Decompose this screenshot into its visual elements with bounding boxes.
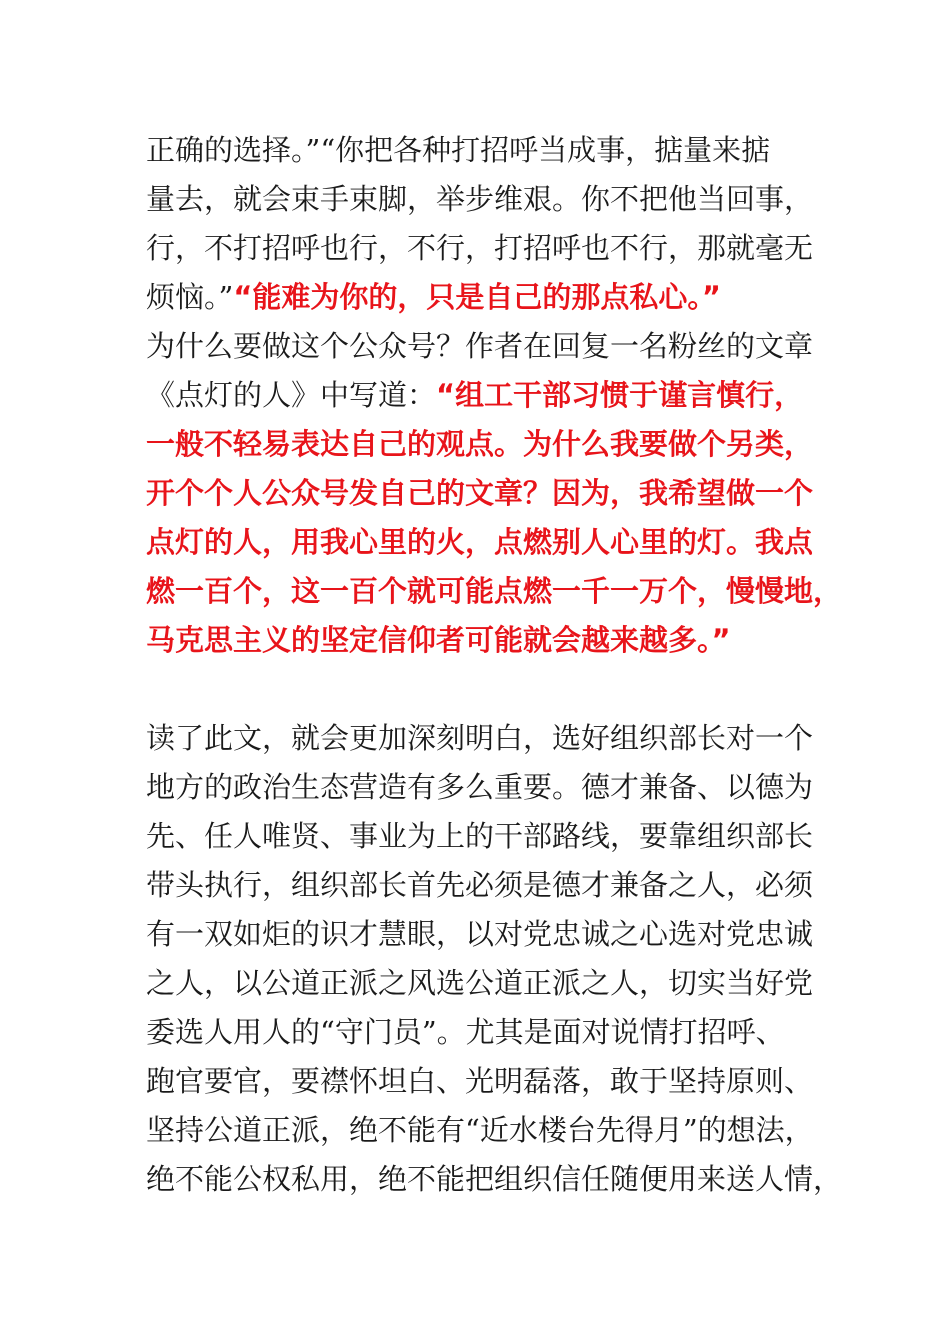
text-line: 委选人用人的“守门员”。尤其是面对说情打招呼、 (146, 1015, 785, 1049)
highlighted-line: 开个个人公众号发自己的文章？因为，我希望做一个 (146, 476, 814, 510)
paragraph-quote (146, 126, 843, 665)
text-line: 绝不能公权私用，绝不能把组织信任随便用来送人情， (146, 1162, 843, 1196)
text-line: 正确的选择。”“你把各种打招呼当成事，掂量来掂 (146, 133, 771, 167)
paragraph-spacer (146, 665, 826, 714)
text-line: 有一双如炬的识才慧眼，以对党忠诚之心选对党忠诚 (146, 917, 814, 951)
text-line: 量去，就会束手束脚，举步维艰。你不把他当回事， (146, 182, 814, 216)
highlighted-line: 一般不轻易表达自己的观点。为什么我要做个另类， (146, 427, 814, 461)
text-line: 带头执行，组织部长首先必须是德才兼备之人，必须 (146, 868, 814, 902)
text-line-mixed (146, 371, 826, 420)
highlighted-line: 点灯的人，用我心里的火，点燃别人心里的灯。我点 (146, 525, 814, 559)
text-line: 坚持公道正派，绝不能有“近水楼台先得月”的想法， (146, 1113, 814, 1147)
highlighted-text: “组工干部习惯于谨言慎行， (436, 378, 804, 412)
text-line: 跑官要官，要襟怀坦白、光明磊落，敢于坚持原则、 (146, 1064, 814, 1098)
plain-text: 《点灯的人》中写道： (146, 378, 437, 412)
text-line: 先、任人唯贤、事业为上的干部路线，要靠组织部长 (146, 819, 814, 853)
paragraph-commentary (146, 714, 843, 1204)
text-line: 行，不打招呼也行，不行，打招呼也不行，那就毫无 (146, 231, 814, 265)
highlighted-text: “能难为你的，只是自己的那点私心。” (233, 280, 721, 314)
document-body (146, 126, 843, 1204)
text-line-mixed (146, 273, 826, 322)
text-line: 为什么要做这个公众号？作者在回复一名粉丝的文章 (146, 329, 814, 363)
plain-text: 烦恼。” (146, 280, 234, 314)
text-line: 读了此文，就会更加深刻明白，选好组织部长对一个 (146, 721, 814, 755)
text-line: 之人，以公道正派之风选公道正派之人，切实当好党 (146, 966, 814, 1000)
highlighted-line: 马克思主义的坚定信仰者可能就会越来越多。” (146, 623, 731, 657)
text-line: 地方的政治生态营造有多么重要。德才兼备、以德为 (146, 770, 814, 804)
highlighted-line: 燃一百个，这一百个就可能点燃一千一万个，慢慢地， (146, 574, 843, 608)
